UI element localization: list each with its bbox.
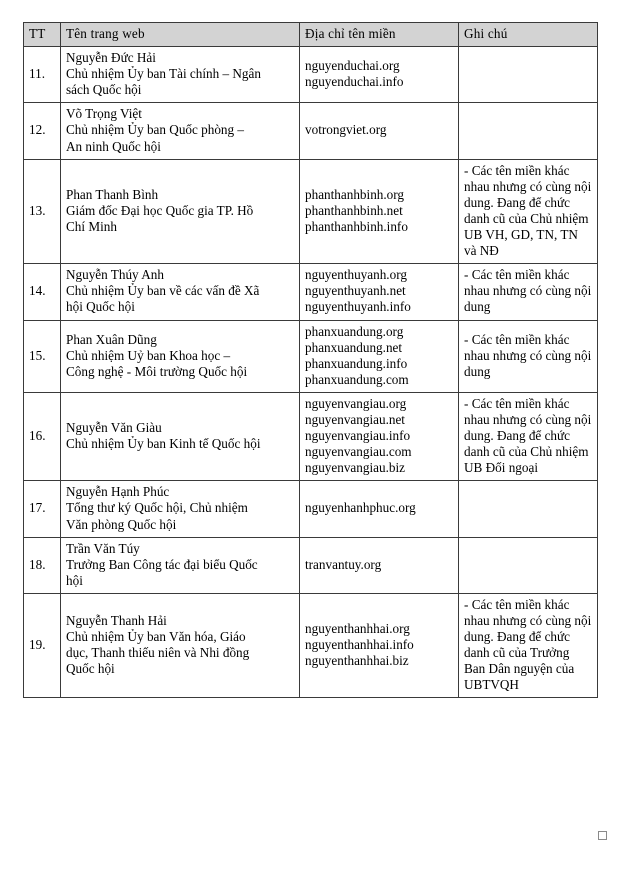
domain-name: nguyenthuyanh.net — [305, 283, 406, 299]
table-row — [24, 264, 598, 320]
domain-name: nguyenvangiau.biz — [305, 460, 405, 476]
domain-list-cell — [300, 264, 459, 320]
domain-lines — [305, 621, 454, 669]
name-lines — [66, 541, 295, 589]
note-cell — [459, 593, 598, 698]
note-cell — [459, 320, 598, 392]
domain-lines — [305, 500, 454, 516]
table-row — [24, 392, 598, 480]
name-line: Nguyễn Thúy Anh — [66, 267, 164, 283]
domain-list-cell — [300, 593, 459, 698]
domain-lines — [305, 187, 454, 235]
row-number: 13. — [24, 159, 61, 264]
domain-name: tranvantuy.org — [305, 556, 382, 572]
row-number: 18. — [24, 537, 61, 593]
table-header-row — [24, 23, 598, 47]
domain-name: nguyenthanhhai.info — [305, 637, 414, 653]
domain-list-cell — [300, 481, 459, 537]
note-cell — [459, 159, 598, 264]
domain-name: votrongviet.org — [305, 122, 387, 138]
table-row — [24, 593, 598, 698]
domain-lines — [305, 122, 454, 138]
person-name-and-title — [61, 264, 300, 320]
table-row — [24, 47, 598, 103]
name-line: Tổng thư ký Quốc hội, Chủ nhiệm — [66, 500, 248, 516]
name-line: Trần Văn Túy — [66, 540, 140, 556]
domain-name: phanthanhbinh.info — [305, 218, 408, 234]
table-row — [24, 159, 598, 264]
name-line: Chủ nhiệm Uỷ ban Khoa học – — [66, 347, 231, 363]
person-name-and-title — [61, 47, 300, 103]
domain-name: nguyenduchai.info — [305, 74, 404, 90]
note-text: - Các tên miền khác nhau nhưng có cùng nội dung. Đang để chức danh cũ của Trưởng Ban Dân nguyện của UBTVQH — [464, 596, 592, 693]
domain-name: nguyenduchai.org — [305, 58, 400, 74]
row-number: 11. — [24, 47, 61, 103]
domain-lines — [305, 396, 454, 476]
domain-name: nguyenvangiau.net — [305, 411, 405, 427]
name-line: Chí Minh — [66, 218, 117, 234]
column-header-name: Tên trang web — [61, 23, 300, 47]
name-line: Phan Thanh Bình — [66, 186, 159, 202]
table-row — [24, 103, 598, 159]
name-line: Văn phòng Quốc hội — [66, 516, 177, 532]
name-lines — [66, 332, 295, 380]
name-line: Chủ nhiệm Ủy ban Kinh tế Quốc hội — [66, 436, 261, 452]
row-number: 14. — [24, 264, 61, 320]
domain-name: nguyenhanhphuc.org — [305, 500, 416, 516]
note-text: - Các tên miền khác nhau nhưng có cùng nội dung — [464, 267, 592, 315]
note-text: - Các tên miền khác nhau nhưng có cùng nội dung — [464, 331, 592, 379]
name-line: Chủ nhiệm Ủy ban Văn hóa, Giáo — [66, 629, 246, 645]
name-line: Chủ nhiệm Ủy ban Quốc phòng – — [66, 122, 245, 138]
domain-name: nguyenvangiau.org — [305, 395, 407, 411]
domain-list-cell — [300, 103, 459, 159]
table-row — [24, 481, 598, 537]
person-name-and-title — [61, 593, 300, 698]
name-lines — [66, 50, 295, 98]
name-line: hội — [66, 572, 83, 588]
name-line: Quốc hội — [66, 661, 115, 677]
note-text: - Các tên miền khác nhau nhưng có cùng nội dung. Đang để chức danh cũ của Chủ nhiệm UB Đối ngoại — [464, 395, 592, 476]
domain-lines — [305, 557, 454, 573]
name-line: dục, Thanh thiếu niên và Nhi đồng — [66, 645, 250, 661]
note-cell — [459, 47, 598, 103]
table-row — [24, 537, 598, 593]
name-line: An ninh Quốc hội — [66, 138, 161, 154]
domain-name: nguyenthuyanh.info — [305, 299, 411, 315]
name-line: Chủ nhiệm Ủy ban Tài chính – Ngân — [66, 66, 261, 82]
name-lines — [66, 484, 295, 532]
name-line: Phan Xuân Dũng — [66, 331, 157, 347]
name-line: Võ Trọng Việt — [66, 106, 142, 122]
table-container — [23, 22, 597, 698]
note-cell — [459, 103, 598, 159]
domain-name: nguyenvangiau.com — [305, 444, 412, 460]
person-name-and-title — [61, 103, 300, 159]
domain-list-cell — [300, 537, 459, 593]
table-body — [24, 47, 598, 698]
row-number: 15. — [24, 320, 61, 392]
name-line: Nguyễn Văn Giàu — [66, 420, 162, 436]
name-line: Giám đốc Đại học Quốc gia TP. Hồ — [66, 202, 254, 218]
row-number: 16. — [24, 392, 61, 480]
name-line: Công nghệ - Môi trường Quốc hội — [66, 363, 248, 379]
name-lines — [66, 106, 295, 154]
name-lines — [66, 187, 295, 235]
domain-name: phanxuandung.com — [305, 371, 409, 387]
name-line: hội Quốc hội — [66, 299, 135, 315]
note-text: - Các tên miền khác nhau nhưng có cùng nội dung. Đang để chức danh cũ của Chủ nhiệm UB VH, GD, TN, TN và NĐ — [464, 162, 592, 259]
person-name-and-title — [61, 320, 300, 392]
domain-lines — [305, 267, 454, 315]
column-header-tt: TT — [24, 23, 61, 47]
domain-name: phanthanhbinh.org — [305, 186, 405, 202]
domain-list-cell — [300, 320, 459, 392]
table-header — [24, 23, 598, 47]
domain-list-cell — [300, 159, 459, 264]
domain-name: nguyenthuyanh.org — [305, 267, 407, 283]
name-line: Trưởng Ban Công tác đại biểu Quốc — [66, 556, 258, 572]
domain-list-cell — [300, 392, 459, 480]
domains-table — [23, 22, 598, 698]
note-cell — [459, 481, 598, 537]
domain-lines — [305, 324, 454, 388]
domain-list-cell — [300, 47, 459, 103]
row-number: 12. — [24, 103, 61, 159]
domain-lines — [305, 58, 454, 90]
name-lines — [66, 267, 295, 315]
name-line: Chủ nhiệm Ủy ban về các vấn đề Xã — [66, 283, 260, 299]
domain-name: phanxuandung.org — [305, 323, 404, 339]
person-name-and-title — [61, 481, 300, 537]
row-number: 17. — [24, 481, 61, 537]
name-line: Nguyễn Đức Hải — [66, 50, 156, 66]
row-number: 19. — [24, 593, 61, 698]
domain-name: nguyenthanhhai.biz — [305, 653, 409, 669]
person-name-and-title — [61, 537, 300, 593]
resize-handle[interactable] — [598, 831, 607, 840]
note-cell — [459, 264, 598, 320]
person-name-and-title — [61, 392, 300, 480]
name-lines — [66, 613, 295, 677]
domain-name: nguyenvangiau.info — [305, 428, 411, 444]
column-header-domain: Địa chỉ tên miền — [300, 23, 459, 47]
note-cell — [459, 392, 598, 480]
domain-name: phanthanhbinh.net — [305, 202, 403, 218]
domain-name: nguyenthanhhai.org — [305, 621, 410, 637]
name-line: sách Quốc hội — [66, 82, 142, 98]
name-line: Nguyễn Hạnh Phúc — [66, 484, 170, 500]
domain-name: phanxuandung.net — [305, 339, 403, 355]
domain-name: phanxuandung.info — [305, 355, 408, 371]
name-lines — [66, 420, 295, 452]
note-cell — [459, 537, 598, 593]
column-header-note: Ghi chú — [459, 23, 598, 47]
person-name-and-title — [61, 159, 300, 264]
name-line: Nguyễn Thanh Hải — [66, 613, 167, 628]
table-row — [24, 320, 598, 392]
